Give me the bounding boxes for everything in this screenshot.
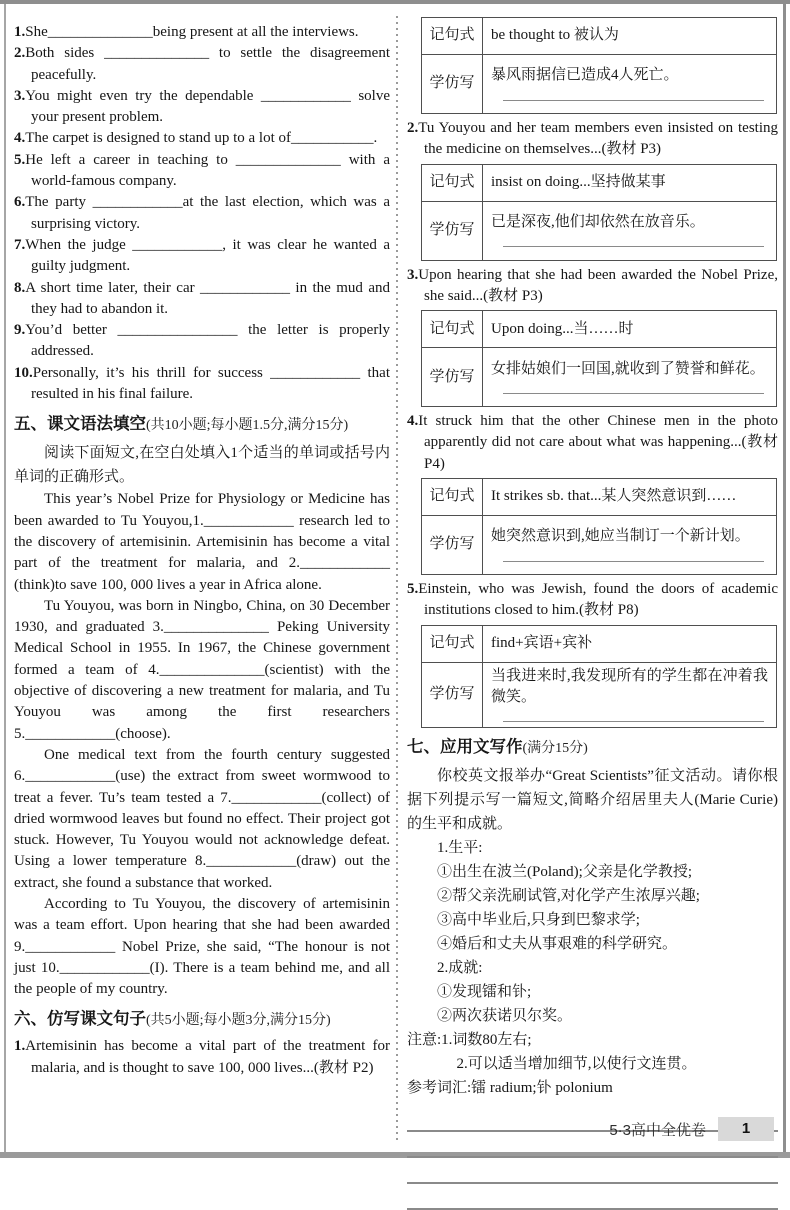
outline-line: ④婚后和丈夫从事艰难的科学研究。	[437, 936, 678, 953]
pattern-table-5	[421, 625, 777, 729]
item-number: 2.	[14, 45, 26, 62]
item-number: 4.	[14, 130, 26, 147]
practice-prompt: 当我进来时,我发现所有的学生都在冲着我微笑。	[491, 667, 768, 705]
practice-label: 学仿写	[422, 516, 483, 575]
section5-heading	[14, 412, 390, 438]
cloze-paragraph-1: This year’s Nobel Prize for Physiology or Medicine has been awarded to Tu Youyou,1.____________ research led to the discovery of artemisinin. Artemisinin has become a vital part of the treatment for malaria, and 2.____________ (think)to save 100, 000 lives a year in Africa alone.	[14, 491, 390, 593]
notes-line-2: 2.可以适当增加细节,以使行文连贯。	[456, 1056, 697, 1073]
section7-prompt: 你校英文报举办“Great Scientists”征文活动。请你根据下列提示写一篇短文,简略介绍居里夫人(Marie Curie)的生平和成就。	[407, 768, 778, 833]
pattern-label: 记句式	[422, 18, 483, 55]
practice-cell	[483, 201, 777, 260]
item-text: Artemisinin has become a vital part of the treatment for malaria, and is thought to save 100, 000 lives...(教材 P2)	[25, 1038, 390, 1076]
pattern-text: It strikes sb. that...某人突然意识到……	[483, 479, 777, 516]
practice-label: 学仿写	[422, 348, 483, 407]
page-left-edge	[4, 4, 6, 1152]
pattern-item-3	[407, 265, 778, 308]
item-text: When the judge ____________, it was clear he wanted a guilty judgment.	[25, 236, 390, 275]
item-text: You might even try the dependable ____________ solve your present problem.	[25, 87, 390, 126]
page-footer	[609, 1117, 774, 1141]
reference-vocab: 参考词汇:镭 radium;钋 polonium	[407, 1080, 613, 1097]
answer-blank-line	[503, 100, 764, 101]
item-text: Einstein, who was Jewish, found the doors of academic institutions closed to him.(教材 P8)	[418, 581, 778, 619]
page-top-edge	[0, 0, 790, 4]
answer-blank-line	[503, 561, 764, 562]
page-right-edge	[783, 4, 786, 1152]
item-number: 2.	[407, 120, 419, 136]
cloze-paragraph-4: According to Tu Youyou, the discovery of artemisinin was a team effort. Upon hearing that she had been awarded 9.____________ Nobel Prize, she said, “The honour is not just 10.____________(I). There is a team behind me, and all the people of my country.	[14, 895, 390, 998]
exercise-item-8	[14, 278, 390, 321]
section7-title: 七、应用文写作	[407, 738, 523, 757]
practice-label: 学仿写	[422, 662, 483, 728]
pattern-table-4	[421, 478, 777, 575]
outline-line: ②帮父亲洗刷试管,对化学产生浓厚兴趣;	[437, 888, 700, 905]
outline-line: ①发现镭和钋;	[437, 984, 532, 1001]
pattern-label: 记句式	[422, 311, 483, 348]
writing-line	[407, 1158, 778, 1184]
pattern-label: 记句式	[422, 479, 483, 516]
exercise-item-4	[14, 128, 390, 149]
item-text: He left a career in teaching to ______________ with a world-famous company.	[25, 151, 390, 190]
item-number: 1.	[14, 24, 26, 40]
answer-blank-line	[503, 246, 764, 247]
answer-blank-line	[503, 393, 764, 394]
pattern-item-2	[407, 118, 778, 161]
pattern-text: be thought to 被认为	[483, 18, 777, 55]
item-text: You’d better ________________ the letter is properly addressed.	[25, 322, 390, 360]
outline-line: ②两次获诺贝尔奖。	[437, 1008, 573, 1025]
outline-line: 2.成就:	[437, 960, 483, 977]
answer-blank-line	[503, 721, 764, 722]
exercise-item-2	[14, 43, 390, 86]
item-text: Both sides ______________ to settle the disagreement peacefully.	[25, 45, 390, 83]
item-text: Personally, it’s his thrill for success ____________ that resulted in his final failure.	[31, 364, 390, 403]
item-number: 10.	[14, 364, 33, 381]
exercise-item-7	[14, 235, 390, 278]
page-number-badge: 1	[718, 1117, 774, 1141]
right-column	[407, 14, 778, 1210]
left-column	[14, 22, 390, 1079]
item-number: 5.	[14, 151, 26, 168]
pattern-label: 记句式	[422, 164, 483, 201]
item-text: The party ____________at the last election, which was a surprising victory.	[25, 194, 390, 232]
item-number: 7.	[14, 236, 26, 253]
item-number: 3.	[14, 87, 26, 104]
section7-score-note: (满分15分)	[522, 741, 588, 757]
section5-score-note: (共10小题;每小题1.5分,满分15分)	[146, 418, 349, 434]
section6-heading	[14, 1007, 390, 1033]
practice-label: 学仿写	[422, 201, 483, 260]
item-text: She______________being present at all the interviews.	[25, 24, 359, 40]
practice-cell	[483, 348, 777, 407]
pattern-item-5	[407, 579, 778, 622]
practice-cell	[483, 662, 777, 728]
item-number: 1.	[14, 1038, 26, 1055]
item-text: The carpet is designed to stand up to a lot of___________.	[25, 130, 378, 147]
practice-prompt: 已是深夜,他们却依然在放音乐。	[491, 213, 705, 230]
pattern-text: find+宾语+宾补	[483, 625, 777, 662]
item-text: It struck him that the other Chinese men in the photo apparently did not care about what was happening...(教材 P4)	[418, 413, 778, 472]
section6-title: 六、仿写课文句子	[14, 1010, 146, 1029]
item-text: Tu Youyou and her team members even insisted on testing the medicine on themselves...(教材 P3)	[418, 120, 778, 158]
exercise-item-5	[14, 150, 390, 193]
item-text: A short time later, their car ____________ in the mud and they had to abandon it.	[25, 279, 390, 317]
pattern-item-4	[407, 411, 778, 475]
pattern-table-3	[421, 310, 777, 407]
outline-line: 1.生平:	[437, 840, 483, 857]
practice-prompt: 她突然意识到,她应当制订一个新计划。	[491, 528, 750, 545]
practice-cell	[483, 55, 777, 114]
item-number: 4.	[407, 413, 419, 430]
item-number: 9.	[14, 322, 26, 339]
exercise-item-3	[14, 86, 390, 129]
pattern-text: Upon doing...当……时	[483, 311, 777, 348]
outline-line: ③高中毕业后,只身到巴黎求学;	[437, 912, 640, 929]
exercise-item-1	[14, 22, 390, 43]
item-text: Upon hearing that she had been awarded the Nobel Prize, she said...(教材 P3)	[418, 266, 778, 304]
exercise-item-9	[14, 320, 390, 363]
pattern-table-2	[421, 164, 777, 261]
pattern-table-1	[421, 17, 777, 114]
pattern-text: insist on doing...坚持做某事	[483, 164, 777, 201]
section6-item-1	[14, 1036, 390, 1079]
item-number: 5.	[407, 581, 419, 598]
exercise-item-10	[14, 363, 390, 406]
practice-prompt: 暴风雨据信已造成4人死亡。	[491, 67, 679, 84]
practice-cell	[483, 516, 777, 575]
practice-label: 学仿写	[422, 55, 483, 114]
footer-brand: 5·3高中全优卷	[609, 1121, 706, 1139]
cloze-paragraph-3: One medical text from the fourth century suggested 6.____________(use) the extract from sweet wormwood to treat a fever. Tu’s team tested a 7.____________(collect) of dried wormwood leaves but found no effect. Their project got stuck. However, Tu Youyou would not acknowledge defeat. Using a lower temperature 8.____________(draw) out the extract, she found a substance that worked.	[14, 746, 390, 891]
item-number: 6.	[14, 194, 26, 211]
item-number: 8.	[14, 279, 26, 296]
exercise-item-6	[14, 192, 390, 235]
column-divider	[396, 16, 398, 1140]
item-number: 3.	[407, 266, 419, 283]
notes-line-1: 注意:1.词数80左右;	[407, 1032, 532, 1049]
outline-line: ①出生在波兰(Poland);父亲是化学教授;	[437, 864, 692, 881]
section6-score-note: (共5小题;每小题3分,满分15分)	[146, 1013, 331, 1029]
pattern-label: 记句式	[422, 625, 483, 662]
section5-title: 五、课文语法填空	[14, 415, 146, 434]
section5-instructions: 阅读下面短文,在空白处填入1个适当的单词或括号内单词的正确形式。	[14, 445, 390, 486]
writing-line	[407, 1184, 778, 1210]
cloze-paragraph-2: Tu Youyou, was born in Ningbo, China, on 30 December 1930, and graduated 3.______________ Peking University Medical School in 1955. In 1967, the Chinese government formed a team of 4.______________(scientist) with the objective of discovering a new treatment for malaria, and Tu Youyou was among the first researchers 5.____________(choose).	[14, 597, 390, 742]
practice-prompt: 女排姑娘们一回国,就收到了赞誉和鲜花。	[491, 360, 765, 377]
section7-heading	[407, 735, 778, 761]
